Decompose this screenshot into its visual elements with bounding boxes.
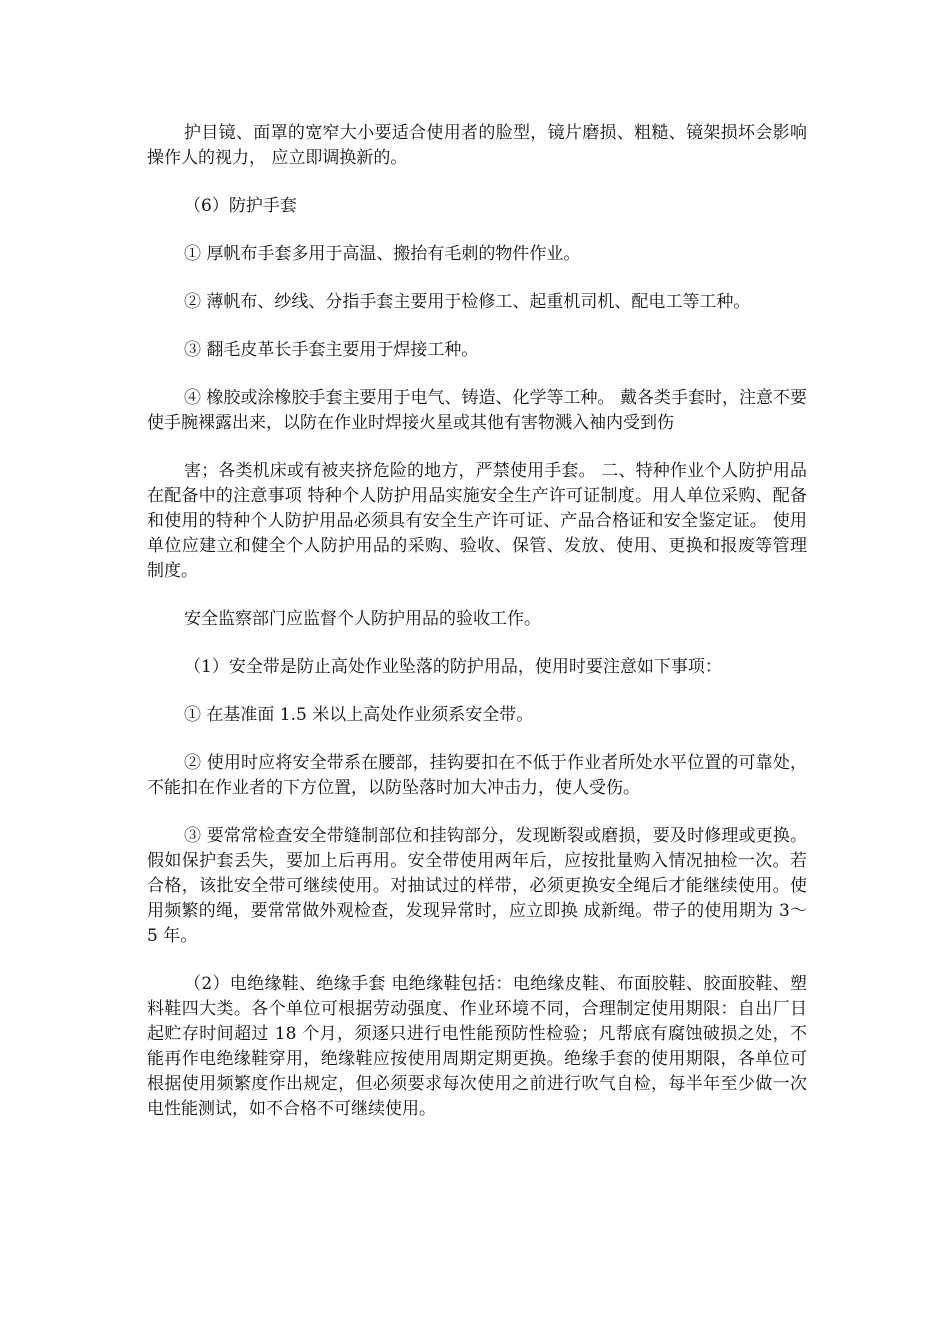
- paragraph-goggles-fit: 护目镜、面罩的宽窄大小要适合使用者的脸型，镜片磨损、粗糙、镜架损坏会影响操作人的视力， 应立即调换新的。: [147, 123, 807, 168]
- paragraph-glove-item-1: ① 厚帆布手套多用于高温、搬抬有毛刺的物件作业。: [184, 244, 581, 264]
- document-body: [147, 121, 807, 1145]
- paragraph-special-ppe-requirements: 害；各类机床或有被夹挤危险的地方，严禁使用手套。 二、特种作业个人防护用品在配备中的注意事项 特种个人防护用品实施安全生产许可证制度。用人单位采购、配备和使用的特种个人防护用品必须具有安全生产许可证、产品合格证和安全鉴定证。 使用单位应建立和健全个人防护用品的采购、验收、保管、发放、使用、更换和报废等管理制度。: [147, 461, 807, 581]
- paragraph-glove-item-3: ③ 翻毛皮革长手套主要用于焊接工种。: [184, 340, 479, 360]
- paragraph-safety-supervision: 安全监察部门应监督个人防护用品的验收工作。: [184, 609, 541, 629]
- paragraph-belt-item-2: ② 使用时应将安全带系在腰部，挂钩要扣在不低于作业者所处水平位置的可靠处，不能扣在作业者的下方位置，以防坠落时加大冲击力，使人受伤。: [147, 753, 807, 798]
- heading-protective-gloves: （6）防护手套: [184, 196, 297, 216]
- paragraph-belt-item-1: ① 在基准面 1.5 米以上高处作业须系安全带。: [184, 705, 534, 725]
- paragraph-belt-item-3: ③ 要常常检查安全带缝制部位和挂钩部分，发现断裂或磨损，要及时修理或更换。假如保护套丢失，要加上后再用。安全带使用两年后，应按批量购入情况抽检一次。若合格，该批安全带可继续使用。对抽试过的样带，必须更换安全绳后才能继续使用。使用频繁的绳，要常常做外观检查，发现异常时，应立即换 成新绳。带子的使用期为 3～5 年。: [147, 826, 807, 946]
- paragraph-insulating-shoes-gloves: （2）电绝缘鞋、绝缘手套 电绝缘鞋包括：电绝缘皮鞋、布面胶鞋、胶面胶鞋、塑料鞋四大类。各个单位可根据劳动强度、作业环境不同，合理制定使用期限：自出厂日起贮存时间超过 18 个月，须逐只进行电性能预防性检验；凡帮底有腐蚀破损之处，不能再作电绝缘鞋穿用，绝缘鞋应按使用周期定期更换。绝缘手套的使用期限，各单位可根据使用频繁度作出规定，但必须要求每次使用之前进行吹气自检，每半年至少做一次电性能测试，如不合格不可继续使用。: [147, 974, 807, 1119]
- paragraph-glove-item-2: ② 薄帆布、纱线、分指手套主要用于检修工、起重机司机、配电工等工种。: [184, 292, 751, 312]
- heading-safety-belt: （1）安全带是防止高处作业坠落的防护用品，使用时要注意如下事项：: [184, 657, 722, 677]
- paragraph-glove-item-4: ④ 橡胶或涂橡胶手套主要用于电气、铸造、化学等工种。 戴各类手套时，注意不要使手腕裸露出来，以防在作业时焊接火星或其他有害物溅入袖内受到伤: [147, 388, 807, 433]
